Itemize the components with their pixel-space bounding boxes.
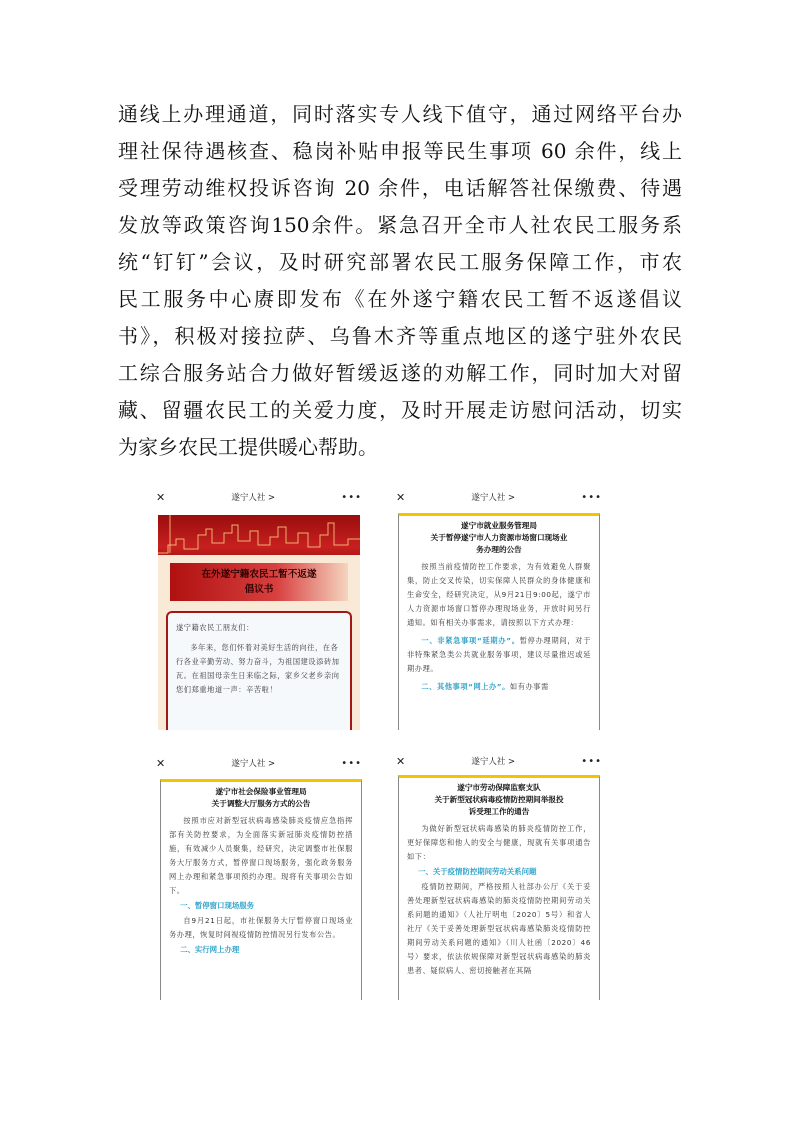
paragraph-line: 工综合服务站合力做好暂缓返遂的劝解工作，同时加大对留	[118, 361, 682, 385]
notice-text: 按照当前疫情防控工作要求，为有效避免人群聚集，防止交叉传染，切实保障人民群众的身体健康和生命安全，经研究决定，从9月21日9:00起，遂宁市人力资源市场窗口暂停办理现场业务，开放时间另行通知。如有相关办事需求，请按照以下方式办理：	[407, 562, 591, 627]
section-text: 暂停办理期间，对于非特殊紧急类公共就业服务事项，建议尽量推迟或延期办理。	[407, 636, 591, 673]
wechat-header	[388, 485, 610, 509]
paragraph-line: 发放等政策咨询150余件。紧急召开全市人社农民工服务系	[118, 213, 682, 237]
paragraph-line: 书》，积极对接拉萨、乌鲁木齐等重点地区的遂宁驻外农民	[118, 324, 682, 348]
notice-title: 关于暂停遂宁市人力资源市场窗口现场业	[430, 533, 568, 542]
title-line: 倡议书	[244, 584, 274, 595]
close-icon: ✕	[156, 756, 166, 770]
notice-card	[160, 779, 362, 1000]
letter-text: 多年来，您们怀着对美好生活的向往，在各行各业辛勤劳动、努力奋斗，为祖国建设添砖加瓦。在祖国母亲生日来临之际，家乡父老乡亲向您们郑重地道一声：辛苦啦！	[176, 643, 340, 694]
notice-text: 自9月21日起，市社保服务大厅暂停窗口现场业务办理，恢复时间视疫情防控情况另行发布公告。	[169, 916, 353, 939]
paragraph-line: 通线上办理通道，同时落实专人线下值守，通过网络平台办	[118, 102, 682, 126]
close-icon: ✕	[396, 754, 406, 768]
paragraph-line: 受理劳动维权投诉咨询 20 余件，电话解答社保缴费、待遇	[118, 176, 682, 200]
close-icon: ✕	[156, 490, 166, 504]
notice-title: 关于新型冠状病毒疫情防控期间举报投	[434, 795, 564, 804]
notice-title: 关于调整大厅服务方式的公告	[211, 799, 311, 808]
notice-title: 遂宁市劳动保障监察支队	[457, 783, 541, 792]
paragraph-line: 藏、留疆农民工的关爱力度，及时开展走访慰问活动，切实	[118, 398, 682, 422]
wechat-header	[388, 749, 610, 773]
more-icon: •••	[581, 491, 602, 503]
screenshot-proposal	[148, 485, 370, 730]
notice-text	[407, 680, 591, 694]
section-heading: 一、暂停窗口现场服务	[180, 901, 255, 910]
screenshot-labor-inspection-notice	[388, 745, 610, 1000]
skyline-image	[158, 515, 360, 555]
account-name: 遂宁人社 >	[471, 493, 516, 503]
wechat-header	[148, 485, 370, 509]
account-name: 遂宁人社 >	[471, 757, 516, 767]
notice-text: 为做好新型冠状病毒感染的肺炎疫情防控工作，更好保障您和他人的安全与健康，现就有关事项通告如下：	[407, 824, 591, 861]
screenshot-social-insurance-notice	[148, 745, 370, 1000]
screenshot-employment-notice	[388, 485, 610, 730]
proposal-poster	[158, 515, 360, 730]
paragraph-line: 为家乡农民工提供暖心帮助。	[118, 435, 378, 459]
paragraph-line: 民工服务中心赓即发布《在外遂宁籍农民工暂不返遂倡议	[118, 287, 682, 311]
section-heading: 一、关于疫情防控期间劳动关系问题	[418, 867, 537, 876]
close-icon: ✕	[396, 490, 406, 504]
notice-text: 疫情防控期间，严格按照人社部办公厅《关于妥善处理新型冠状病毒感染的肺炎疫情防控期间劳动关系问题的通知》（人社厅明电〔2020〕5号）和省人社厅《关于妥善处理新型冠状病毒感染肺炎疫情防控期间劳动关系问题的通知》（川人社函〔2020〕46号）要求，依法依规保障对新型冠状病毒感染的肺炎患者、疑似病人、密切接触者在其隔	[407, 882, 591, 975]
notice-title: 务办理的公告	[476, 545, 522, 554]
account-name: 遂宁人社 >	[231, 493, 276, 503]
letter-body	[166, 611, 352, 730]
notice-title: 遂宁市就业服务管理局	[461, 521, 537, 530]
account-name: 遂宁人社 >	[231, 759, 276, 769]
notice-text	[407, 634, 591, 676]
more-icon: •••	[581, 755, 602, 767]
title-line: 在外遂宁籍农民工暂不返遂	[201, 569, 317, 580]
section-heading: 一、非紧急事项“延期办”。	[421, 636, 520, 645]
greeting: 遂宁籍农民工朋友们：	[176, 623, 254, 632]
notice-text: 按照市应对新型冠状病毒感染肺炎疫情应急指挥部有关防控要求，为全面落实新冠肺炎疫情防控措施，有效减少人员聚集，经研究，决定调整市社保服务大厅服务方式，暂停窗口现场服务，强化政务服务网上办理和紧急事项预约办理。现将有关事项公告如下。	[169, 816, 353, 895]
notice-card	[398, 513, 600, 730]
more-icon: •••	[341, 757, 362, 769]
notice-card	[398, 775, 600, 1000]
notice-title: 诉受理工作的通告	[468, 807, 530, 816]
section-text: 如有办事需	[509, 682, 549, 691]
wechat-header	[148, 751, 370, 775]
more-icon: •••	[341, 491, 362, 503]
section-heading: 二、其他事项“网上办”。	[421, 682, 510, 691]
body-paragraph	[118, 96, 682, 466]
paragraph-line: 统“钉钉”会议，及时研究部署农民工服务保障工作，市农	[118, 250, 682, 274]
proposal-title	[170, 563, 348, 601]
paragraph-line: 理社保待遇核查、稳岗补贴申报等民生事项 60 余件，线上	[118, 139, 682, 163]
notice-title: 遂宁市社会保险事业管理局	[215, 787, 307, 796]
section-heading: 二、实行网上办理	[180, 945, 240, 954]
